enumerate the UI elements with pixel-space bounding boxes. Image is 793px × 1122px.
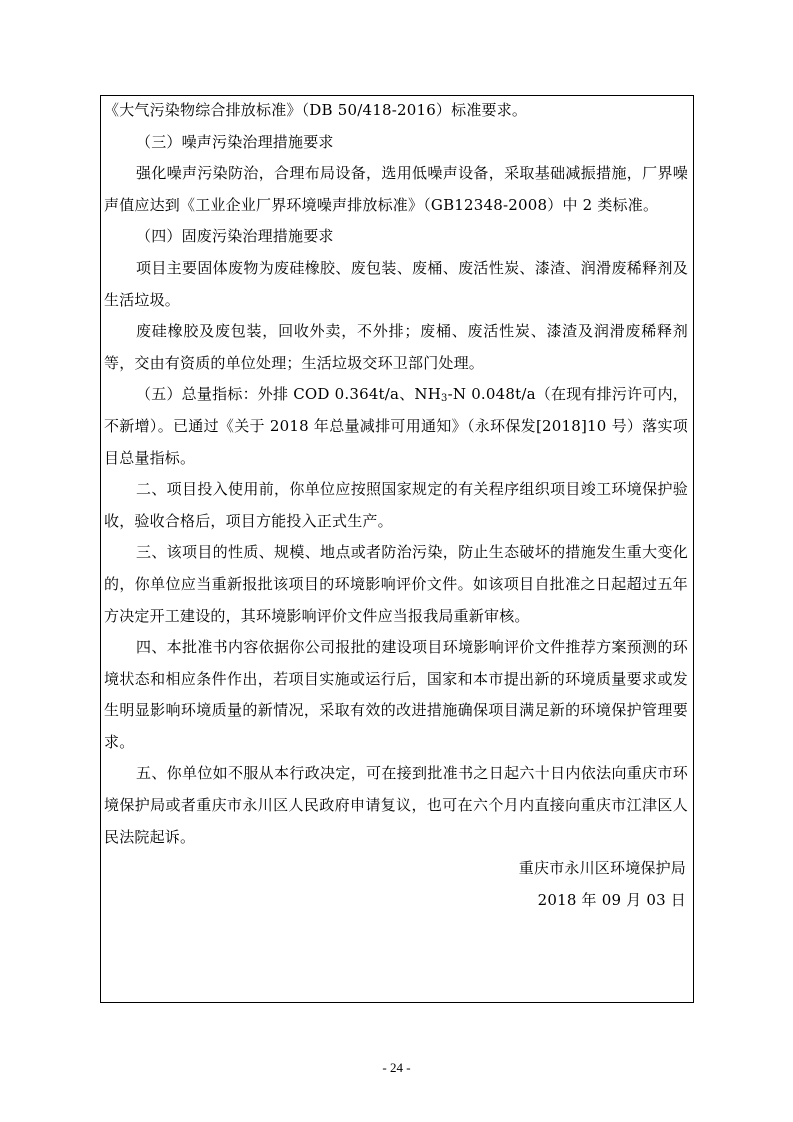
paragraph-noise-control: 强化噪声污染防治，合理布局设备，选用低噪声设备，采取基础减振措施，厂界噪声值应达到《工业企业厂界环境噪声排放标准》（GB12348-2008）中 2 类标准。 (104, 164, 688, 214)
heading-solid-waste: （四）固废污染治理措施要求 (136, 227, 334, 246)
document-body (104, 95, 688, 916)
paragraph-total-quota (104, 379, 688, 474)
paragraph-acceptance: 二、项目投入使用前，你单位应按照国家规定的有关程序组织项目竣工环境保护验收，验收合格后，项目方能投入正式生产。 (104, 480, 688, 530)
paragraph-appeal: 五、你单位如不服从本行政决定，可在接到批准书之日起六十日内依法向重庆市环境保护局或者重庆市永川区人民政府申请复议，也可在六个月内直接向重庆市江津区人民法院起诉。 (104, 764, 688, 846)
page-number: - 24 - (382, 1060, 411, 1075)
signature-date: 2018 年 09 月 03 日 (537, 890, 686, 909)
heading-noise-control: （三）噪声污染治理措施要求 (136, 132, 334, 151)
paragraph-solid-waste-disposal: 废硅橡胶及废包装，回收外卖，不外排；废桶、废活性炭、漆渣及润滑废稀释剂等，交由有资质的单位处理；生活垃圾交环卫部门处理。 (104, 322, 688, 372)
paragraph-approval-basis: 四、本批准书内容依据你公司报批的建设项目环境影响评价文件推荐方案预测的环境状态和相应条件作出，若项目实施或运行后，国家和本市提出新的环境质量要求或发生明显影响环境质量的新情况，采取有效的改进措施确保项目满足新的环境保护管理要求。 (104, 638, 688, 751)
paragraph-solid-waste-types: 项目主要固体废物为废硅橡胶、废包装、废桶、废活性炭、漆渣、润滑废稀释剂及生活垃圾。 (104, 258, 688, 309)
nh3-subscript: 3 (441, 393, 448, 405)
total-quota-text-start: （五）总量指标：外排 COD 0.364t/a、NH (136, 385, 442, 404)
signature-organization: 重庆市永川区环境保护局 (518, 859, 686, 878)
paragraph-major-change: 三、该项目的性质、规模、地点或者防治污染，防止生态破坏的措施发生重大变化的，你单位应当重新报批该项目的环境影响评价文件。如该项目自批准之日起超过五年方决定开工建设的，其环境影响评价文件应当报我局重新审核。 (104, 543, 688, 625)
paragraph-air-standard: 《大气污染物综合排放标准》（DB 50/418-2016）标准要求。 (104, 101, 528, 119)
total-quota-text-end: -N 0.048t/a（在现有排污许可内，不新增）。已通过《关于 2018 年总量减排可用通知》（永环保发[2018]10 号）落实项目总量指标。 (104, 385, 688, 467)
